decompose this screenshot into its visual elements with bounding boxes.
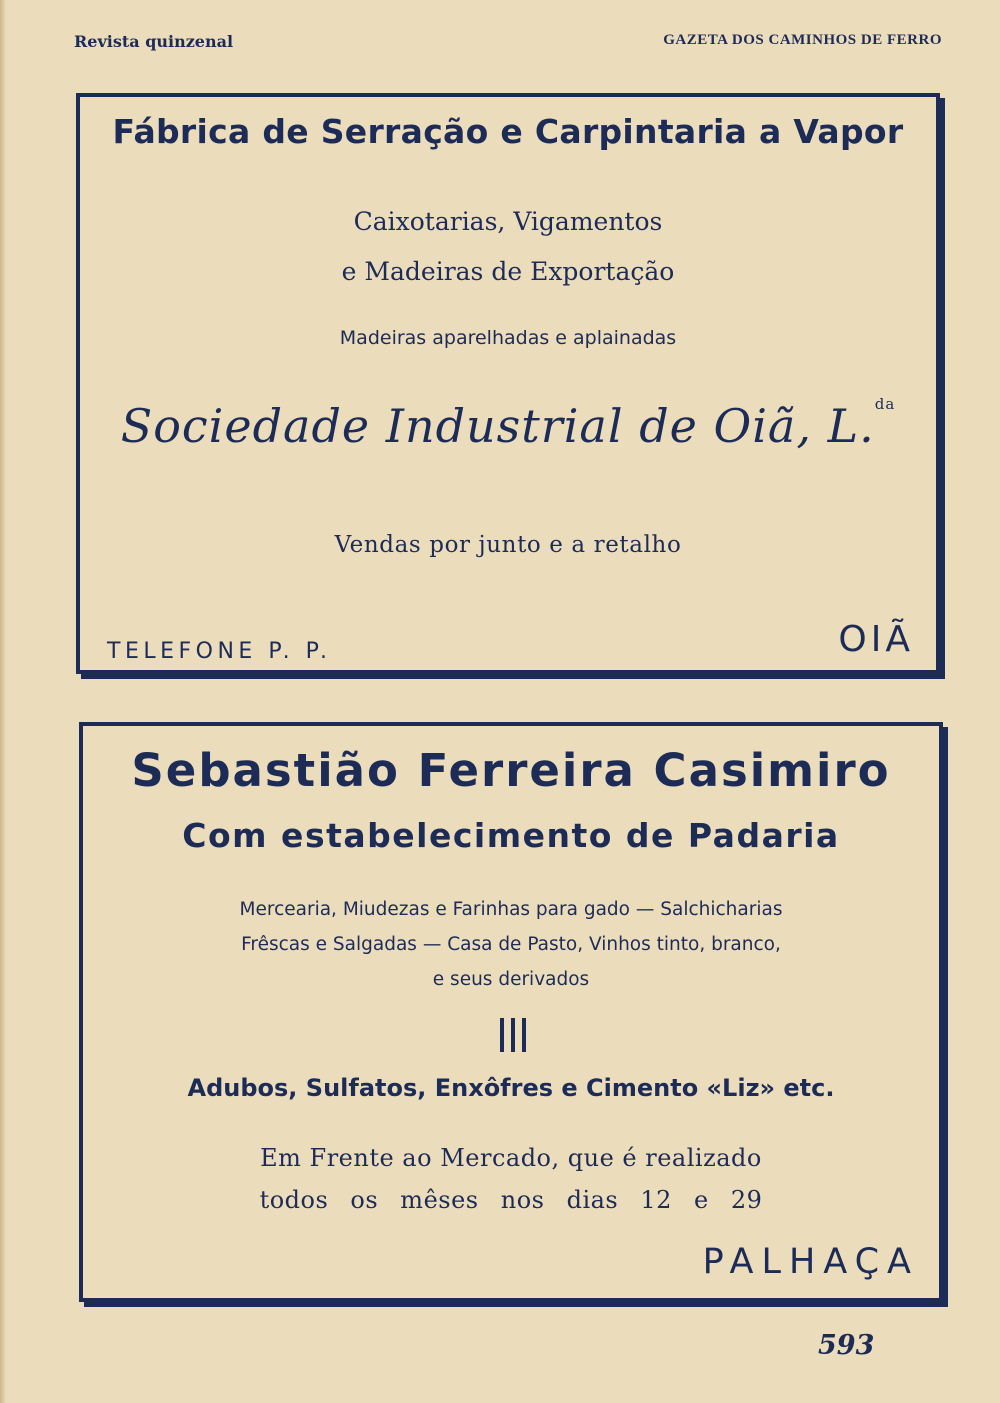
- company-name: [80, 395, 936, 453]
- products-line: Adubos, Sulfatos, Enxôfres e Cimento «Liz» etc.: [187, 1074, 835, 1102]
- page-number: 593: [818, 1330, 875, 1361]
- running-head-left: Revista quinzenal: [74, 32, 234, 51]
- ad-subtitle-line-2: e Madeiras de Exportação: [341, 257, 675, 286]
- ad-title: Fábrica de Serração e Carpintaria a Vapor: [112, 112, 904, 151]
- goods-list: [83, 892, 939, 997]
- merchant-name: Sebastião Ferreira Casimiro: [131, 744, 891, 797]
- bakery-advertisement: [79, 722, 943, 1302]
- goods-line-1: Mercearia, Miudezas e Farinhas para gado — Salchicharias: [239, 899, 783, 920]
- place-name: PALHAÇA: [702, 1242, 919, 1282]
- place-name: OIÃ: [838, 619, 914, 660]
- goods-line-3: e seus derivados: [432, 969, 590, 990]
- ad-subtitle-line-3: Madeiras aparelhadas e aplainadas: [339, 327, 677, 349]
- company-name-text: Sociedade Industrial de Oiã, L.: [120, 399, 875, 453]
- ad-subtitle-line-1: Caixotarias, Vigamentos: [353, 207, 663, 236]
- market-line-2: todos os mêses nos dias 12 e 29: [259, 1186, 763, 1214]
- market-line-1: Em Frente ao Mercado, que é realizado: [260, 1144, 762, 1172]
- page-edge: [0, 0, 6, 1403]
- telephone-line: TELEFONE P. P.: [107, 639, 332, 664]
- goods-line-2: Frêscas e Salgadas — Casa de Pasto, Vinhos tinto, branco,: [241, 934, 781, 955]
- business-line: Com estabelecimento de Padaria: [182, 816, 840, 855]
- running-head-right: GAZETA DOS CAMINHOS DE FERRO: [663, 32, 942, 48]
- sawmill-advertisement: [76, 93, 940, 674]
- sales-line: Vendas por junto e a retalho: [334, 532, 682, 558]
- company-name-superscript: da: [874, 395, 896, 413]
- ornamental-divider: [500, 1018, 526, 1052]
